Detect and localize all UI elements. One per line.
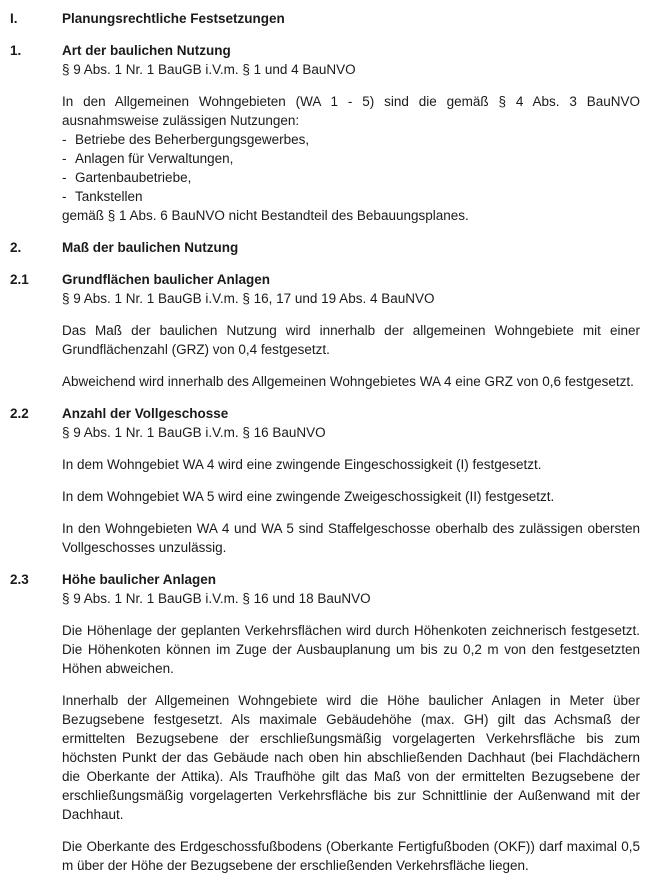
section-2-number: 2. <box>10 240 22 255</box>
section-2-2-title: Anzahl der Vollgeschosse <box>62 406 229 421</box>
section-2-2-heading <box>10 404 640 442</box>
section-1-heading <box>10 41 640 79</box>
section-1-number: 1. <box>10 43 22 58</box>
section-2-3-heading-content <box>62 570 640 608</box>
paragraph-row <box>10 837 640 875</box>
list-item-text: Anlagen für Verwaltungen, <box>75 151 234 166</box>
list-item <box>62 130 640 149</box>
paragraph: In dem Wohngebiet WA 4 wird eine zwingende Eingeschossigkeit (I) festgesetzt. <box>62 457 542 472</box>
list-dash: - <box>62 170 67 185</box>
list-item-text: Tankstellen <box>75 189 143 204</box>
paragraph-row <box>10 621 640 678</box>
list-item-text: Gartenbaubetriebe, <box>75 170 192 185</box>
list-item-text: Betriebe des Beherbergungsgewerbes, <box>75 132 310 147</box>
section-2-1-legal-basis: § 9 Abs. 1 Nr. 1 BauGB i.V.m. § 16, 17 und 19 Abs. 4 BauNVO <box>62 291 435 306</box>
paragraph: Die Höhenlage der geplanten Verkehrsflächen wird durch Höhenkoten zeichnerisch festgesetzt. Die Höhenkoten können im Zuge der Ausbauplanung um bis zu 0,2 m von den festgesetzten Höhen abweichen. <box>62 623 640 676</box>
section-1-closing-paragraph: gemäß § 1 Abs. 6 BauNVO nicht Bestandteil des Bebauungsplanes. <box>62 208 469 223</box>
list-dash: - <box>62 151 67 166</box>
section-1-heading-content <box>62 41 640 79</box>
section-2-3-title: Höhe baulicher Anlagen <box>62 572 217 587</box>
section-1-title: Art der baulichen Nutzung <box>62 43 231 58</box>
part-number: I. <box>10 11 18 26</box>
paragraph-row <box>10 691 640 824</box>
paragraph: Die Oberkante des Erdgeschossfußbodens (Oberkante Fertigfußboden (OKF)) darf maximal 0,5 m über der Höhe der Bezugsebene der erschließenden Verkehrsfläche liegen. <box>62 839 640 873</box>
list-item <box>62 187 640 206</box>
section-1-body <box>10 92 640 225</box>
paragraph-row <box>10 519 640 557</box>
paragraph: In den Wohngebieten WA 4 und WA 5 sind Staffelgeschosse oberhalb des zulässigen obersten Vollgeschosses unzulässig. <box>62 521 640 555</box>
section-2-heading <box>10 238 640 257</box>
paragraph: In dem Wohngebiet WA 5 wird eine zwingende Zweigeschossigkeit (II) festgesetzt. <box>62 489 555 504</box>
paragraph-row <box>10 372 640 391</box>
part-title: Planungsrechtliche Festsetzungen <box>62 11 285 26</box>
list-dash: - <box>62 189 67 204</box>
paragraph: Innerhalb der Allgemeinen Wohngebiete wird die Höhe baulicher Anlagen in Meter über Bezugsebene festgesetzt. Als maximale Gebäudehöhe (max. GH) gilt das Achsmaß der ermittelten Bezugsebene der erschließungsmäßig vorgelagerten Verkehrsfläche bis zum höchsten Punkt der das Gebäude nach oben hin abschließenden Dachhaut (bei Flachdächern die Oberkante der Attika). Als Traufhöhe gilt das Maß von der ermittelten Bezugsebene der erschließungsmäßig vorgelagerten Verkehrsfläche bis zur Schnittlinie der Außenwand mit der Dachhaut. <box>62 693 640 822</box>
list-item <box>62 168 640 187</box>
paragraph-row <box>10 321 640 359</box>
paragraph: Das Maß der baulichen Nutzung wird innerhalb der allgemeinen Wohngebiete mit einer Grundflächenzahl (GRZ) von 0,4 festgesetzt. <box>62 323 640 357</box>
section-2-title: Maß der baulichen Nutzung <box>62 240 239 255</box>
section-1-intro-paragraph: In den Allgemeinen Wohngebieten (WA 1 - 5) sind die gemäß § 4 Abs. 3 BauNVO ausnahmsweise zulässigen Nutzungen: <box>62 94 640 128</box>
section-2-1-heading-content <box>62 270 640 308</box>
paragraph: Abweichend wird innerhalb des Allgemeinen Wohngebietes WA 4 eine GRZ von 0,6 festgesetzt. <box>62 374 634 389</box>
paragraph-row <box>10 487 640 506</box>
paragraph-row <box>10 455 640 474</box>
section-2-2-number: 2.2 <box>10 406 29 421</box>
section-2-3-heading <box>10 570 640 608</box>
section-1-body-content <box>62 92 640 225</box>
section-2-1-heading <box>10 270 640 308</box>
section-2-3-number: 2.3 <box>10 572 29 587</box>
section-2-1-number: 2.1 <box>10 272 29 287</box>
part-heading <box>10 9 640 28</box>
section-2-2-heading-content <box>62 404 640 442</box>
section-2-1-title: Grundflächen baulicher Anlagen <box>62 272 271 287</box>
section-1-legal-basis: § 9 Abs. 1 Nr. 1 BauGB i.V.m. § 1 und 4 BauNVO <box>62 62 356 77</box>
section-2-3-legal-basis: § 9 Abs. 1 Nr. 1 BauGB i.V.m. § 16 und 18 BauNVO <box>62 591 371 606</box>
exception-list <box>62 130 640 206</box>
list-dash: - <box>62 132 67 147</box>
list-item <box>62 149 640 168</box>
section-2-2-legal-basis: § 9 Abs. 1 Nr. 1 BauGB i.V.m. § 16 BauNVO <box>62 425 326 440</box>
